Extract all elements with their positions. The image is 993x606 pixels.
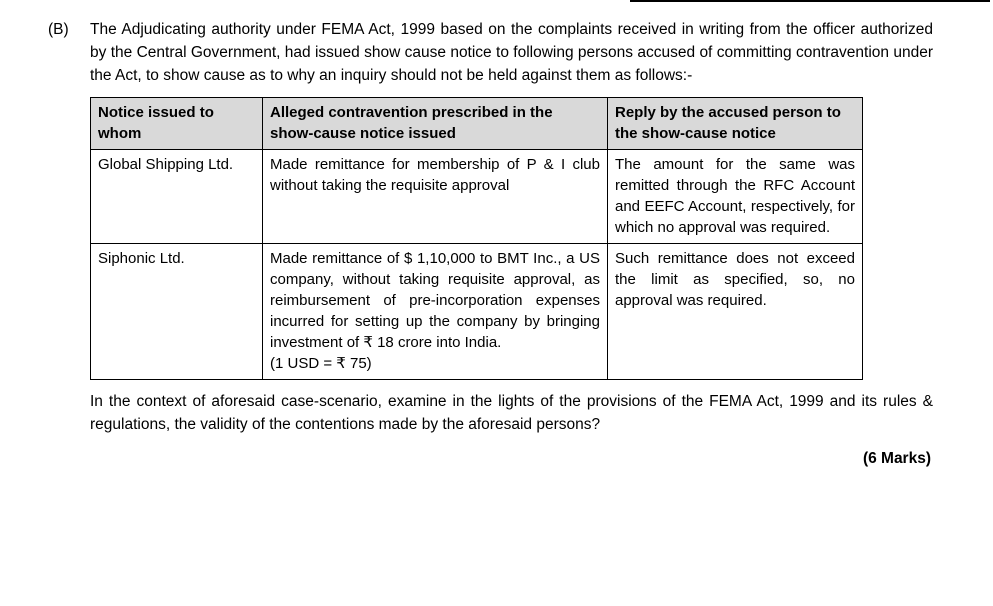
page-top-rule <box>630 0 990 2</box>
cell-notice-to-1: Global Shipping Ltd. <box>91 150 263 244</box>
cell-notice-to-2: Siphonic Ltd. <box>91 244 263 380</box>
contravention-note-2: (1 USD = ₹ 75) <box>270 355 372 372</box>
column-header-notice-to: Notice issued to whom <box>91 98 263 150</box>
table-row <box>91 244 863 380</box>
question-intro-text: The Adjudicating authority under FEMA Act, 1999 based on the complaints received in writing from the officer authorized by the Central Government, had issued show cause notice to following persons accused of committing contravention under the Act, to show cause as to why an inquiry should not be held against them as follows:- <box>90 21 933 84</box>
question-outro-text: In the context of aforesaid case-scenario, examine in the lights of the provisions of the FEMA Act, 1999 and its rules & regulations, the validity of the contentions made by the aforesaid persons? <box>90 393 933 433</box>
question-block <box>48 18 933 468</box>
case-scenario-table <box>90 97 863 380</box>
question-body <box>90 18 933 468</box>
question-label: (B) <box>48 21 69 38</box>
column-header-contravention: Alleged contravention prescribed in the show-cause notice issued <box>263 98 608 150</box>
column-header-reply: Reply by the accused person to the show-cause notice <box>608 98 863 150</box>
cell-reply-2: Such remittance does not exceed the limit as specified, so, no approval was required. <box>608 244 863 380</box>
cell-contravention-2 <box>263 244 608 380</box>
table-row <box>91 150 863 244</box>
cell-contravention-1: Made remittance for membership of P & I club without taking the requisite approval <box>263 150 608 244</box>
table-body <box>91 150 863 380</box>
marks-label: (6 Marks) <box>862 450 931 467</box>
table-header-row <box>91 98 863 150</box>
table-header <box>91 98 863 150</box>
contravention-text-2: Made remittance of $ 1,10,000 to BMT Inc., a US company, without taking requisite approval, as reimbursement of pre-incorporation expenses incurred for setting up the company by bringing investment of ₹ 18 crore into India. <box>270 250 600 351</box>
cell-reply-1: The amount for the same was remitted through the RFC Account and EEFC Account, respectively, for which no approval was required. <box>608 150 863 244</box>
